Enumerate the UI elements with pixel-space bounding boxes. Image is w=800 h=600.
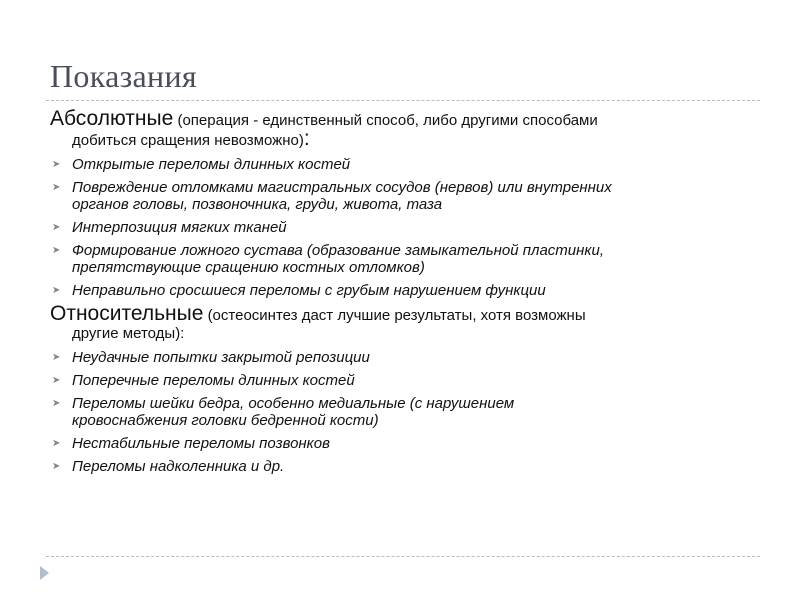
list-item-text: Интерпозиция мягких тканей: [72, 219, 287, 236]
list-item-text: Поперечные переломы длинных костей: [72, 372, 355, 389]
arrowhead-bullet-icon: ➤: [52, 352, 61, 363]
slide-content: [50, 107, 750, 481]
list-item-text: Формирование ложного сустава (образование замыкательной пластинки,: [72, 242, 604, 259]
footer-divider: [46, 556, 760, 557]
arrowhead-bullet-icon: ➤: [52, 461, 61, 472]
list-item: [50, 372, 750, 389]
absolute-heading-colon: :: [303, 127, 310, 150]
arrowhead-bullet-icon: ➤: [52, 182, 61, 193]
list-item: [50, 179, 750, 213]
relative-heading-note: (остеосинтез даст лучшие результаты, хотя возможны: [207, 307, 586, 324]
list-item: [50, 349, 750, 366]
list-item-text: Повреждение отломками магистральных сосудов (нервов) или внутренних: [72, 179, 612, 196]
list-item-text: Переломы шейки бедра, особенно медиальные (с нарушением: [72, 395, 515, 412]
arrowhead-bullet-icon: ➤: [52, 159, 61, 170]
list-item-text: препятствующие сращению костных отломков): [72, 259, 425, 276]
list-item: [50, 395, 750, 429]
arrowhead-bullet-icon: ➤: [52, 375, 61, 386]
relative-heading-note-line2: другие методы):: [72, 325, 185, 342]
list-item-text: кровоснабжения головки бедренной кости): [72, 412, 379, 429]
list-item-text: Неправильно сросшиеся переломы с грубым нарушением функции: [72, 282, 546, 299]
list-item-text: органов головы, позвоночника, груди, живота, таза: [72, 196, 443, 213]
list-item-text: Переломы надколенника и др.: [72, 458, 285, 475]
arrowhead-bullet-icon: ➤: [52, 438, 61, 449]
list-item-text: Открытые переломы длинных костей: [72, 156, 351, 173]
list-item: [50, 458, 750, 475]
absolute-indications-heading: [50, 107, 750, 150]
list-item: [50, 242, 750, 276]
arrowhead-bullet-icon: ➤: [52, 245, 61, 256]
triangle-right-icon: [40, 566, 49, 580]
list-item: [50, 156, 750, 173]
absolute-heading-note-line2: добиться сращения невозможно): [72, 132, 304, 149]
relative-heading-label: Относительные: [50, 302, 204, 325]
list-item: [50, 282, 750, 299]
relative-indications-list: [50, 349, 750, 475]
absolute-heading-label: Абсолютные: [50, 107, 174, 130]
list-item: [50, 219, 750, 236]
title-divider: [46, 100, 760, 101]
arrowhead-bullet-icon: ➤: [52, 398, 61, 409]
slide-title: Показания: [50, 58, 197, 94]
list-item-text: Неудачные попытки закрытой репозиции: [72, 349, 370, 366]
arrowhead-bullet-icon: ➤: [52, 285, 61, 296]
arrowhead-bullet-icon: ➤: [52, 222, 61, 233]
list-item: [50, 435, 750, 452]
list-item-text: Нестабильные переломы позвонков: [72, 435, 330, 452]
absolute-heading-note-continuation: [50, 127, 750, 150]
relative-indications-heading: [50, 302, 750, 343]
absolute-heading-note: (операция - единственный способ, либо другими способами: [177, 112, 598, 129]
absolute-indications-list: [50, 156, 750, 299]
